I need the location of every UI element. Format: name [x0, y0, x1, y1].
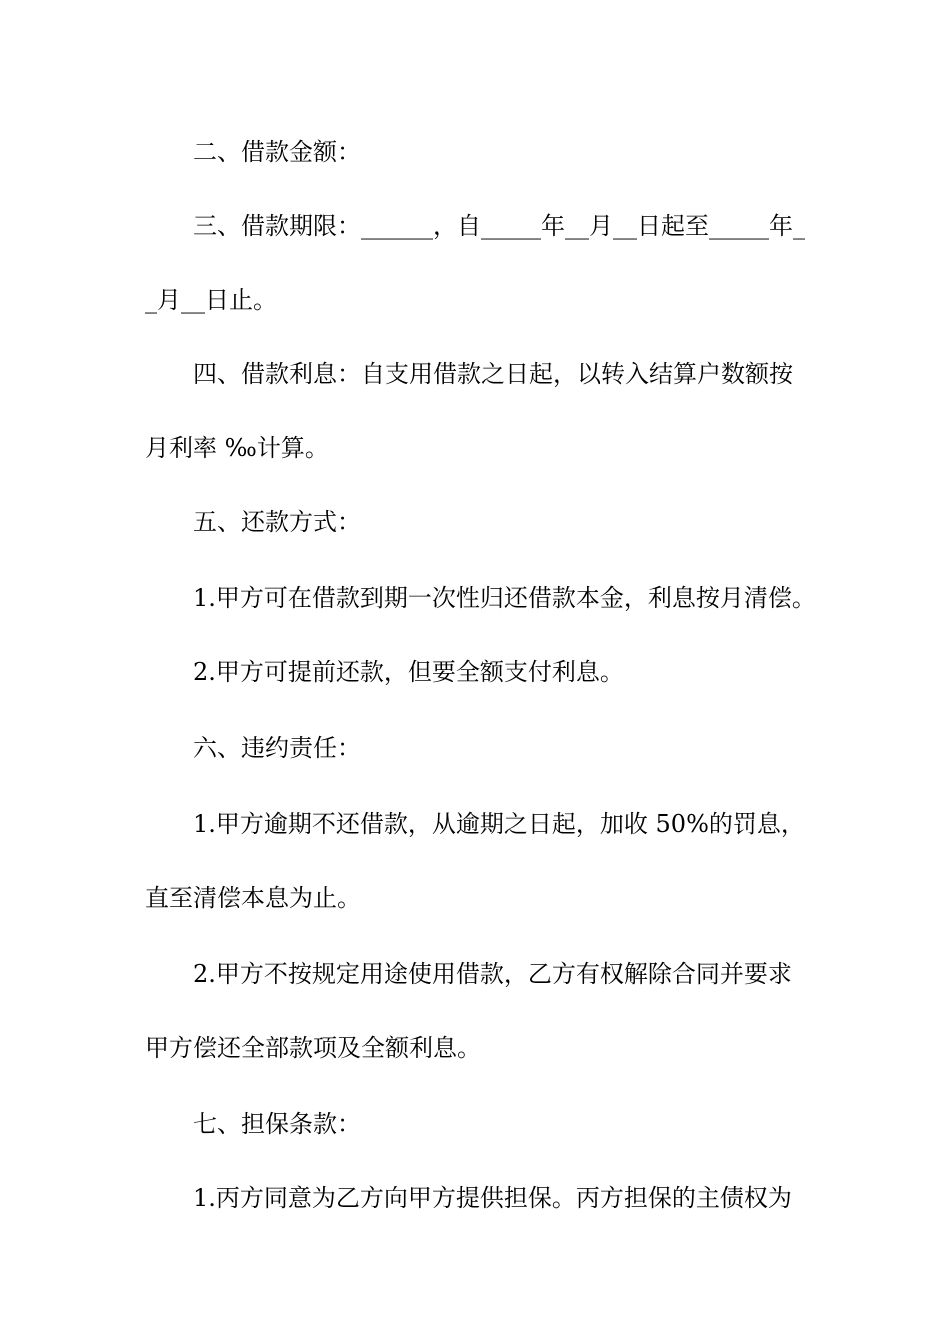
section-5-repayment-method: 五、还款方式：	[193, 508, 361, 536]
section-6-item-1-cont: 直至清偿本息为止。	[145, 884, 361, 912]
section-5-item-2: 2.甲方可提前还款，但要全额支付利息。	[193, 658, 624, 686]
section-4-loan-interest-cont: 月利率 ‰计算。	[145, 434, 329, 462]
section-6-item-1: 1.甲方逾期不还借款，从逾期之日起，加收 50%的罚息，	[193, 810, 805, 838]
section-3-loan-term: 三、借款期限：______，自_____年__月__日起至_____年_	[193, 212, 805, 240]
section-2-loan-amount: 二、借款金额：	[193, 138, 361, 166]
section-7-item-1: 1.丙方同意为乙方向甲方提供担保。丙方担保的主债权为	[193, 1184, 792, 1212]
section-4-loan-interest: 四、借款利息：自支用借款之日起，以转入结算户数额按	[193, 360, 793, 388]
section-5-item-1: 1.甲方可在借款到期一次性归还借款本金，利息按月清偿。	[193, 584, 816, 612]
section-3-loan-term-cont: _月__日止。	[145, 286, 277, 314]
section-7-guarantee: 七、担保条款：	[193, 1110, 361, 1138]
section-6-liability: 六、违约责任：	[193, 734, 361, 762]
section-6-item-2: 2.甲方不按规定用途使用借款，乙方有权解除合同并要求	[193, 960, 792, 988]
section-6-item-2-cont: 甲方偿还全部款项及全额利息。	[145, 1034, 481, 1062]
